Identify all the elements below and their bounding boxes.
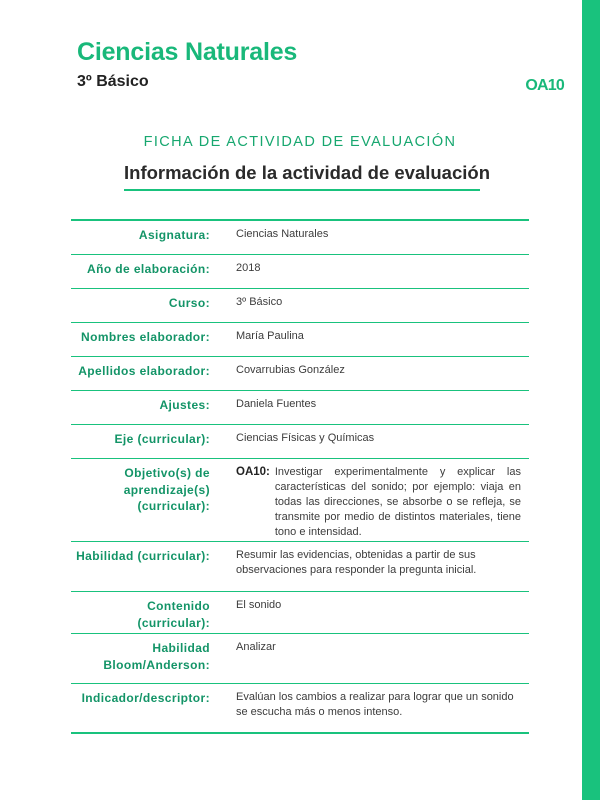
row-label-line: Bloom/Anderson: bbox=[103, 657, 210, 672]
side-accent-bar bbox=[582, 0, 600, 800]
row-value: Analizar bbox=[236, 641, 276, 653]
row-label: Nombres elaborador: bbox=[81, 330, 210, 344]
table-row-bloom bbox=[71, 634, 529, 684]
heading-underline bbox=[124, 189, 480, 191]
table-row-anio bbox=[71, 255, 529, 289]
row-label: Apellidos elaborador: bbox=[78, 364, 210, 378]
table-row-curso bbox=[71, 289, 529, 323]
row-label-line: (curricular): bbox=[137, 499, 210, 513]
table-row-contenido bbox=[71, 592, 529, 634]
row-value: 2018 bbox=[236, 262, 261, 274]
row-label: Ajustes: bbox=[159, 398, 210, 412]
row-label bbox=[71, 634, 217, 684]
row-value: Ciencias Naturales bbox=[236, 228, 329, 240]
row-label-line: Objetivo(s) de bbox=[124, 466, 210, 480]
row-label-line: (curricular): bbox=[137, 615, 210, 630]
grade-label: 3º Básico bbox=[77, 73, 149, 90]
row-label bbox=[71, 592, 217, 634]
activity-info-table bbox=[71, 219, 529, 734]
row-value: Evalúan los cambios a realizar para lograr que un sonido se escucha más o menos intenso. bbox=[236, 691, 514, 718]
objective-text: Investigar experimentalmente y explicar las características del sonido; por ejemplo: viaja en todas las direcciones, se absorbe o se refleja, se transmite por medio de distintos materiales, tiene tono e intensidad. bbox=[274, 466, 521, 538]
section-heading: Información de la actividad de evaluación bbox=[124, 162, 490, 183]
row-value: María Paulina bbox=[236, 330, 304, 342]
row-label: Habilidad (curricular): bbox=[76, 549, 210, 563]
row-label-line: aprendizaje(s) bbox=[123, 482, 210, 497]
row-value bbox=[217, 459, 529, 542]
table-row-indicador bbox=[71, 684, 529, 734]
row-label-line: Habilidad bbox=[152, 641, 210, 655]
row-value: Ciencias Físicas y Químicas bbox=[236, 432, 375, 444]
row-label: Año de elaboración: bbox=[87, 262, 210, 276]
table-row-objetivo bbox=[71, 459, 529, 542]
row-value: Resumir las evidencias, obtenidas a partir de sus observaciones para responder la pregunta inicial. bbox=[236, 549, 477, 576]
table-row-nombres bbox=[71, 323, 529, 357]
oa-code: OA10 bbox=[525, 77, 564, 94]
row-value: 3º Básico bbox=[236, 296, 283, 308]
row-value: El sonido bbox=[236, 599, 282, 611]
table-row-habilidad bbox=[71, 542, 529, 592]
table-row-eje bbox=[71, 425, 529, 459]
row-label bbox=[71, 459, 217, 542]
row-label: Asignatura: bbox=[138, 228, 210, 242]
row-label: Eje (curricular): bbox=[114, 432, 210, 446]
table-row-ajustes bbox=[71, 391, 529, 425]
table-row-apellidos bbox=[71, 357, 529, 391]
row-label-line: Contenido bbox=[147, 599, 210, 613]
row-value: Daniela Fuentes bbox=[236, 398, 317, 410]
table-row-asignatura bbox=[71, 220, 529, 255]
document-type: FICHA DE ACTIVIDAD DE EVALUACIÓN bbox=[143, 134, 457, 150]
objective-code: OA10: bbox=[236, 466, 270, 478]
row-label: Indicador/descriptor: bbox=[81, 691, 210, 705]
subject-title: Ciencias Naturales bbox=[77, 38, 298, 66]
row-value: Covarrubias González bbox=[236, 364, 345, 376]
row-label: Curso: bbox=[168, 296, 210, 310]
objective-statement bbox=[236, 465, 521, 540]
